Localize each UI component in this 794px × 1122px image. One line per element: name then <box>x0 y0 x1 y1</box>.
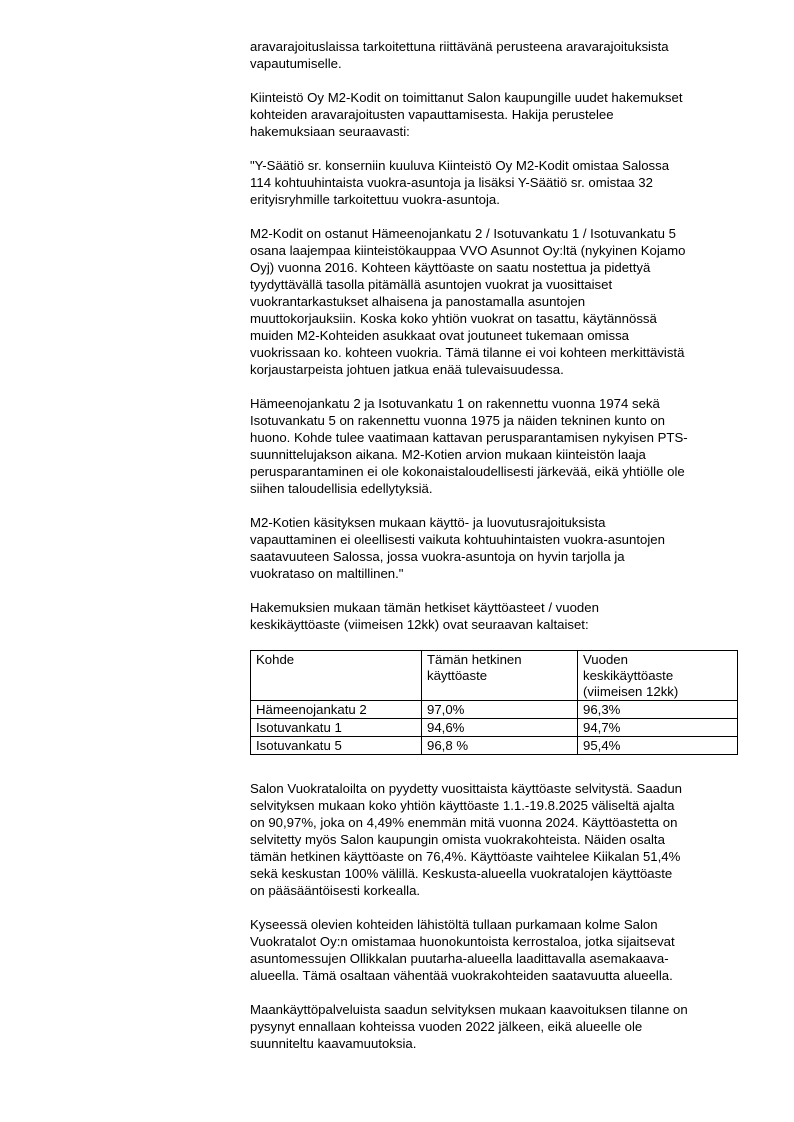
table-row <box>251 701 738 719</box>
table-header-row <box>251 651 738 701</box>
table-row <box>251 737 738 755</box>
paragraph-zoning: Maankäyttöpalveluista saadun selvityksen mukaan kaavoituksen tilanne on pysynyt ennallaan kohteissa vuoden 2022 jälkeen, eikä alueelle ole suunniteltu kaavamuutoksia. <box>250 1002 688 1051</box>
table-cell: 97,0% <box>422 701 578 719</box>
paragraph-purchase-history: M2-Kodit on ostanut Hämeenojankatu 2 / Isotuvankatu 1 / Isotuvankatu 5 osana laajempaa kiinteistökauppaa VVO Asunnot Oy:ltä (nykyinen Kojamo Oyj) vuonna 2016. Kohteen käyttöaste on saatu nostettua ja pidettyä tyydyttävällä tasolla pitämällä asuntojen vuokrat ja vuosittaiset vuokrantarkastukset alhaisena ja panostamalla asuntojen muuttokorjauksiin. Koska koko yhtiön vuokrat on tasattu, käytännössä muiden M2-Kohteiden asukkaat ovat joutuneet tukemaan omissa vuokrissaan ko. kohteen vuokria. Tämä tilanne ei voi kohteen merkittävistä korjaustarpeista johtuen jatkua enää tulevaisuudessa. <box>250 226 686 377</box>
table-cell: 94,7% <box>578 719 738 737</box>
paragraph-demolition: Kyseessä olevien kohteiden lähistöltä tullaan purkamaan kolme Salon Vuokratalot Oy:n omistamaa huonokuntoista kerrostaloa, jotka sijaitsevat asuntomessujen Ollikkalan puutarha-alueella laadittavalla asemakaava- alueella. Tämä osaltaan vähentää vuokrakohteiden saatavuutta alueella. <box>250 917 675 983</box>
document-body <box>250 38 742 1069</box>
column-header-annual-average: Vuoden keskikäyttöaste (viimeisen 12kk) <box>578 651 738 701</box>
table-cell: 96,8 % <box>422 737 578 755</box>
table-cell: Hämeenojankatu 2 <box>251 701 422 719</box>
paragraph-table-intro: Hakemuksien mukaan tämän hetkiset käyttöasteet / vuoden keskikäyttöaste (viimeisen 12kk) ovat seuraavan kaltaiset: <box>250 600 599 632</box>
paragraph-building-condition: Hämeenojankatu 2 ja Isotuvankatu 1 on rakennettu vuonna 1974 sekä Isotuvankatu 5 on rakennettu vuonna 1975 ja näiden tekninen kunto on huono. Kohde tulee vaatimaan kattavan perusparantamisen nykyisen PTS- suunnittelujakson aikana. M2-Kotien arvion mukaan kiinteistön laaja perusparantaminen ei ole kokonaistaloudellisesti järkevää, eikä yhtiölle ole siihen taloudellisia edellytyksiä. <box>250 396 688 496</box>
table-cell: 96,3% <box>578 701 738 719</box>
table-cell: 94,6% <box>422 719 578 737</box>
paragraph-application: Kiinteistö Oy M2-Kodit on toimittanut Salon kaupungille uudet hakemukset kohteiden aravarajoitusten vapauttamisesta. Hakija perustelee hakemuksiaan seuraavasti: <box>250 90 683 139</box>
paragraph-rental-survey: Salon Vuokrataloilta on pyydetty vuosittaista käyttöaste selvitystä. Saadun selvityksen mukaan koko yhtiön käyttöaste 1.1.-19.8.2025 väliseltä ajalta on 90,97%, joka on 4,49% enemmän mitä vuonna 2024. Käyttöastetta on selvitetty myös Salon kaupungin omista vuokrakohteista. Näiden osalta tämän hetkinen käyttöaste on 76,4%. Käyttöaste vaihtelee Kiikalan 51,4% sekä keskustan 100% välillä. Keskusta-alueella vuokratalojen käyttöaste on pääsääntöisesti korkealla. <box>250 781 683 898</box>
paragraph-quote-conclusion: M2-Kotien käsityksen mukaan käyttö- ja luovutusrajoituksista vapauttaminen ei oleellisesti vaikuta kohtuuhintaisten vuokra-asuntojen saatavuuteen Salossa, jossa vuokra-asuntoja on hyvin tarjolla ja vuokrataso on maltillinen." <box>250 515 665 581</box>
paragraph-quote-ownership: "Y-Säätiö sr. konserniin kuuluva Kiinteistö Oy M2-Kodit omistaa Salossa 114 kohtuuhintaista vuokra-asuntoja ja lisäksi Y-Säätiö sr. omistaa 32 erityisryhmille tarkoitettuu vuokra-asuntoja. <box>250 158 670 207</box>
table-cell: Isotuvankatu 5 <box>251 737 422 755</box>
table-cell: Isotuvankatu 1 <box>251 719 422 737</box>
table-cell: 95,4% <box>578 737 738 755</box>
table-row <box>251 719 738 737</box>
column-header-kohde: Kohde <box>251 651 422 701</box>
occupancy-table <box>250 650 738 755</box>
column-header-current-rate: Tämän hetkinen käyttöaste <box>422 651 578 701</box>
paragraph-intro: aravarajoituslaissa tarkoitettuna riittävänä perusteena aravarajoituksista vapautumiselle. <box>250 39 669 71</box>
